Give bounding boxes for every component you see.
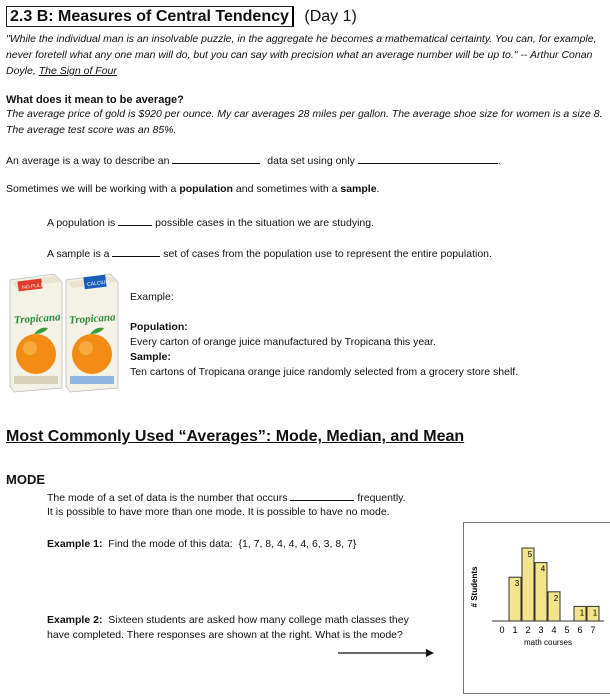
mode-heading: MODE	[6, 472, 45, 487]
histogram-tick-3: 3	[538, 625, 544, 635]
carton-2-brand: Tropicana	[68, 311, 116, 327]
average-describe-line	[6, 153, 501, 167]
describe-b: data set using only	[267, 155, 355, 167]
ps-line-a: Sometimes we will be working with a	[6, 183, 180, 195]
ex1-label: Example 1:	[47, 538, 103, 550]
opening-quote	[6, 31, 604, 79]
mode-example-2-line-2: have completed. There responses are shown at the right. What is the mode?	[47, 629, 403, 641]
histogram-tick-1: 1	[512, 625, 518, 635]
carton-2-tag: CALCIUM	[86, 279, 111, 288]
sample-def-a: A sample is a	[47, 248, 110, 260]
juice-sample-text: Ten cartons of Tropicana orange juice randomly selected from a grocery store shelf.	[130, 366, 519, 378]
chart-ylabel: # Students	[470, 566, 479, 608]
mode-example-2-line-1	[47, 614, 409, 626]
histogram-svg	[464, 523, 610, 693]
histogram-chart	[463, 522, 610, 694]
blank-describe-1	[172, 153, 260, 164]
average-question: What does it mean to be average?	[6, 94, 184, 106]
quote-text: "While the individual man is an insolvable puzzle, in the aggregate he becomes a mathematical certainty. You can, for example, never foretell what any one man will do, but you can say with precision what an average number will be up to." -- Arthur Conan Doyle,	[6, 33, 597, 77]
blank-mode	[290, 490, 354, 501]
histogram-data-label-2: 5	[527, 550, 533, 559]
carton-1-brand: Tropicana	[13, 311, 61, 327]
population-definition	[47, 215, 374, 229]
population-sample-intro	[6, 183, 379, 195]
describe-a: An average is a way to describe an	[6, 155, 170, 167]
blank-describe-2	[358, 153, 498, 164]
title-suffix: (Day 1)	[304, 8, 357, 25]
juice-population-text: Every carton of orange juice manufactured by Tropicana this year.	[130, 336, 436, 348]
histogram-tick-7: 7	[590, 625, 596, 635]
quote-book: The Sign of Four	[38, 65, 117, 77]
section-heading: Most Commonly Used “Averages”: Mode, Median, and Mean	[6, 428, 465, 445]
histogram-tick-4: 4	[551, 625, 557, 635]
pop-def-b: possible cases in the situation we are studying.	[155, 217, 375, 229]
histogram-data-label-4: 2	[553, 593, 559, 603]
ps-population-word: population	[179, 183, 233, 195]
histogram-tick-6: 6	[577, 625, 583, 635]
carton-1-tag: NO PULP	[21, 282, 45, 291]
mode-definition	[47, 490, 406, 504]
histogram-tick-2: 2	[525, 625, 531, 635]
mode-def-b: frequently.	[357, 492, 406, 504]
mode-def-a: The mode of a set of data is the number that occurs	[47, 492, 288, 504]
ps-line-end: .	[376, 183, 380, 195]
chart-xlabel: math courses	[523, 638, 573, 647]
histogram-data-label-7: 1	[592, 608, 598, 618]
ex2-label: Example 2:	[47, 614, 103, 626]
juice-sample-label: Sample:	[130, 351, 171, 363]
histogram-data-label-3: 4	[540, 564, 546, 574]
title-boxed: 2.3 B: Measures of Central Tendency	[6, 6, 294, 27]
ex1-text: Find the mode of this data: {1, 7, 8, 4, 4, 4, 6, 3, 8, 7}	[102, 538, 357, 550]
right-arrow-icon	[338, 648, 434, 658]
carton-2	[66, 274, 118, 392]
blank-population	[118, 215, 152, 226]
pop-def-a: A population is	[47, 217, 116, 229]
sample-def-b: set of cases from the population use to represent the entire population.	[163, 248, 492, 260]
ps-line-b: and sometimes with a	[232, 183, 341, 195]
mode-note: It is possible to have more than one mode. It is possible to have no mode.	[47, 506, 390, 518]
juice-example-label: Example:	[130, 291, 174, 303]
page-title	[6, 8, 357, 26]
sample-definition	[47, 246, 492, 260]
mode-example-1	[47, 538, 356, 550]
average-examples: The average price of gold is $920 per ounce. My car averages 28 miles per gallon. The average shoe size for women is a size 8. The average test score was an 85%.	[6, 108, 603, 136]
orange-juice-cartons-image	[6, 270, 122, 394]
describe-end: .	[497, 155, 501, 167]
histogram-data-label-1: 3	[514, 579, 520, 589]
carton-1	[10, 274, 62, 392]
blank-sample	[112, 246, 160, 257]
ps-sample-word: sample	[340, 183, 377, 195]
histogram-tick-0: 0	[499, 625, 505, 635]
ex2-text-1: Sixteen students are asked how many college math classes they	[102, 614, 409, 626]
histogram-data-label-6: 1	[579, 608, 585, 618]
juice-population-label: Population:	[130, 321, 188, 333]
histogram-tick-5: 5	[564, 625, 570, 635]
